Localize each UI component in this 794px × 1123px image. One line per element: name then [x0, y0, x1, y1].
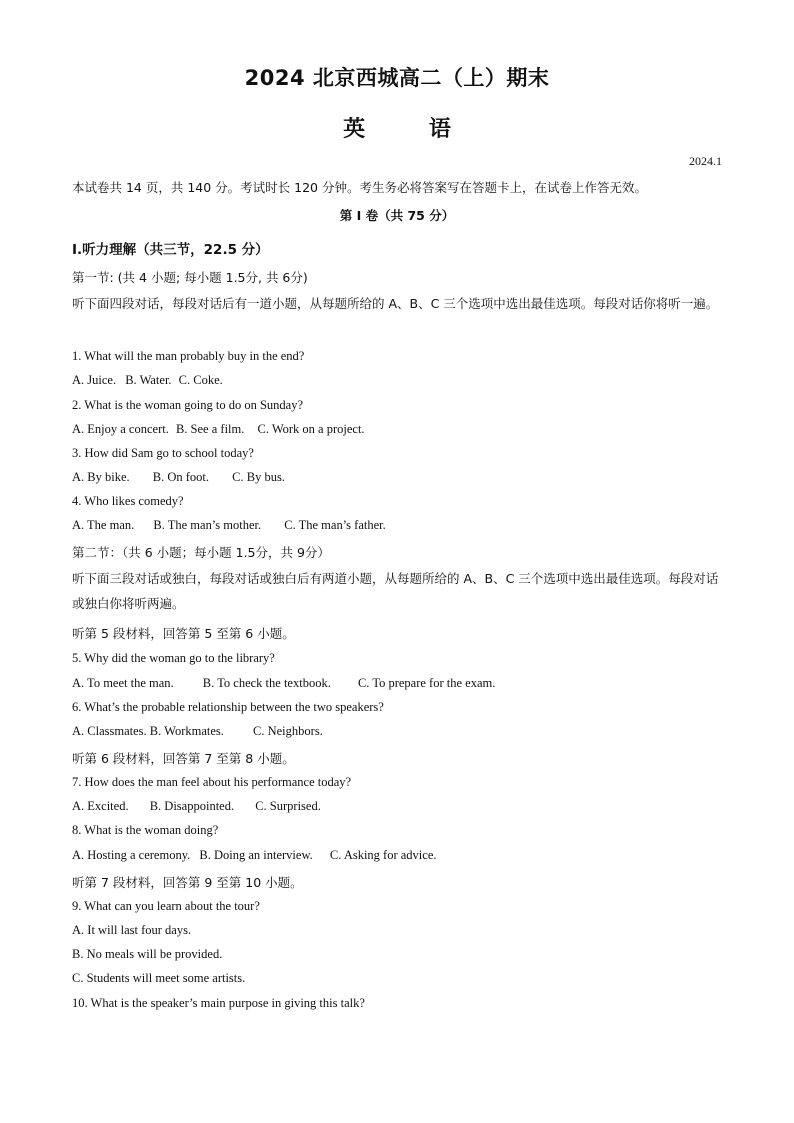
- question-5: 5. Why did the woman go to the library?: [72, 651, 275, 665]
- question-3: 3. How did Sam go to school today?: [72, 446, 254, 460]
- option-c: C. Asking for advice.: [329, 848, 437, 862]
- question-4-options: [72, 518, 386, 533]
- option-a: A. By bike.: [72, 470, 130, 484]
- option-c: C. To prepare for the exam.: [357, 676, 496, 690]
- question-2-options: [72, 422, 365, 437]
- section1-title: 第一节: (共 4 小题; 每小题 1.5分, 共 6分): [72, 270, 308, 285]
- material-7-heading: 听第 7 段材料，回答第 9 至第 10 小题。: [72, 875, 303, 890]
- question-8-options: [72, 848, 437, 863]
- option-c: C. The man’s father.: [284, 518, 386, 532]
- exam-title: 2024 北京西城高二（上）期末: [244, 66, 550, 90]
- option-c: C. Work on a project.: [257, 422, 365, 436]
- volume-title: 第 I 卷（共 75 分）: [339, 208, 455, 223]
- option-c: C. Neighbors.: [253, 724, 323, 738]
- option-a: A. The man.: [72, 518, 135, 532]
- option-a: A. Classmates.: [72, 724, 147, 738]
- option-b: B. Water.: [125, 373, 172, 387]
- option-c: C. By bus.: [232, 470, 285, 484]
- option-c: C. Surprised.: [255, 799, 321, 813]
- option-a: A. To meet the man.: [72, 676, 174, 690]
- material-5-heading: 听第 5 段材料，回答第 5 至第 6 小题。: [72, 626, 295, 641]
- question-6-options: [72, 724, 323, 739]
- question-1: 1. What will the man probably buy in the end?: [72, 349, 305, 363]
- section2-instruction: 听下面三段对话或独白，每段对话或独白后有两道小题，从每题所给的 A、B、C 三个选项中选出最佳选项。每段对话或独白你将听两遍。: [72, 571, 719, 611]
- option-b: B. To check the textbook.: [202, 676, 331, 690]
- option-b: B. On foot.: [152, 470, 210, 484]
- section1-instruction: 听下面四段对话，每段对话后有一道小题，从每题所给的 A、B、C 三个选项中选出最佳选项。每段对话你将听一遍。: [72, 296, 719, 311]
- question-10: 10. What is the speaker’s main purpose in giving this talk?: [72, 996, 365, 1010]
- question-9-option-a: A. It will last four days.: [72, 923, 192, 937]
- question-5-options: [72, 676, 495, 691]
- option-c: C. Coke.: [178, 373, 223, 387]
- question-9-option-b: B. No meals will be provided.: [72, 947, 223, 961]
- material-6-heading: 听第 6 段材料，回答第 7 至第 8 小题。: [72, 751, 295, 766]
- option-a: A. Excited.: [72, 799, 129, 813]
- question-2: 2. What is the woman going to do on Sunday?: [72, 398, 303, 412]
- question-7-options: [72, 799, 321, 814]
- exam-date: 2024.1: [689, 154, 722, 168]
- option-a: A. Juice.: [72, 373, 117, 387]
- question-8: 8. What is the woman doing?: [72, 823, 219, 837]
- option-a: A. Hosting a ceremony.: [72, 848, 191, 862]
- option-a: A. Enjoy a concert.: [72, 422, 169, 436]
- option-b: B. Workmates.: [149, 724, 224, 738]
- part1-title: Ⅰ.听力理解（共三节，22.5 分）: [72, 242, 269, 258]
- option-b: B. The man’s mother.: [153, 518, 262, 532]
- question-3-options: [72, 470, 285, 485]
- question-4: 4. Who likes comedy?: [72, 494, 184, 508]
- question-6: 6. What’s the probable relationship between the two speakers?: [72, 700, 384, 714]
- intro-text: 本试卷共 14 页，共 140 分。考试时长 120 分钟。考生务必将答案写在答题卡上，在试卷上作答无效。: [72, 180, 647, 195]
- option-b: B. Disappointed.: [149, 799, 235, 813]
- option-b: B. Doing an interview.: [199, 848, 313, 862]
- subject-title: 英 语: [343, 117, 479, 142]
- question-9-option-c: C. Students will meet some artists.: [72, 971, 246, 985]
- question-7: 7. How does the man feel about his performance today?: [72, 775, 352, 789]
- question-1-options: [72, 373, 223, 388]
- option-b: B. See a film.: [175, 422, 245, 436]
- question-9: 9. What can you learn about the tour?: [72, 899, 260, 913]
- section2-title: 第二节：（共 6 小题；每小题 1.5分，共 9分）: [72, 545, 330, 560]
